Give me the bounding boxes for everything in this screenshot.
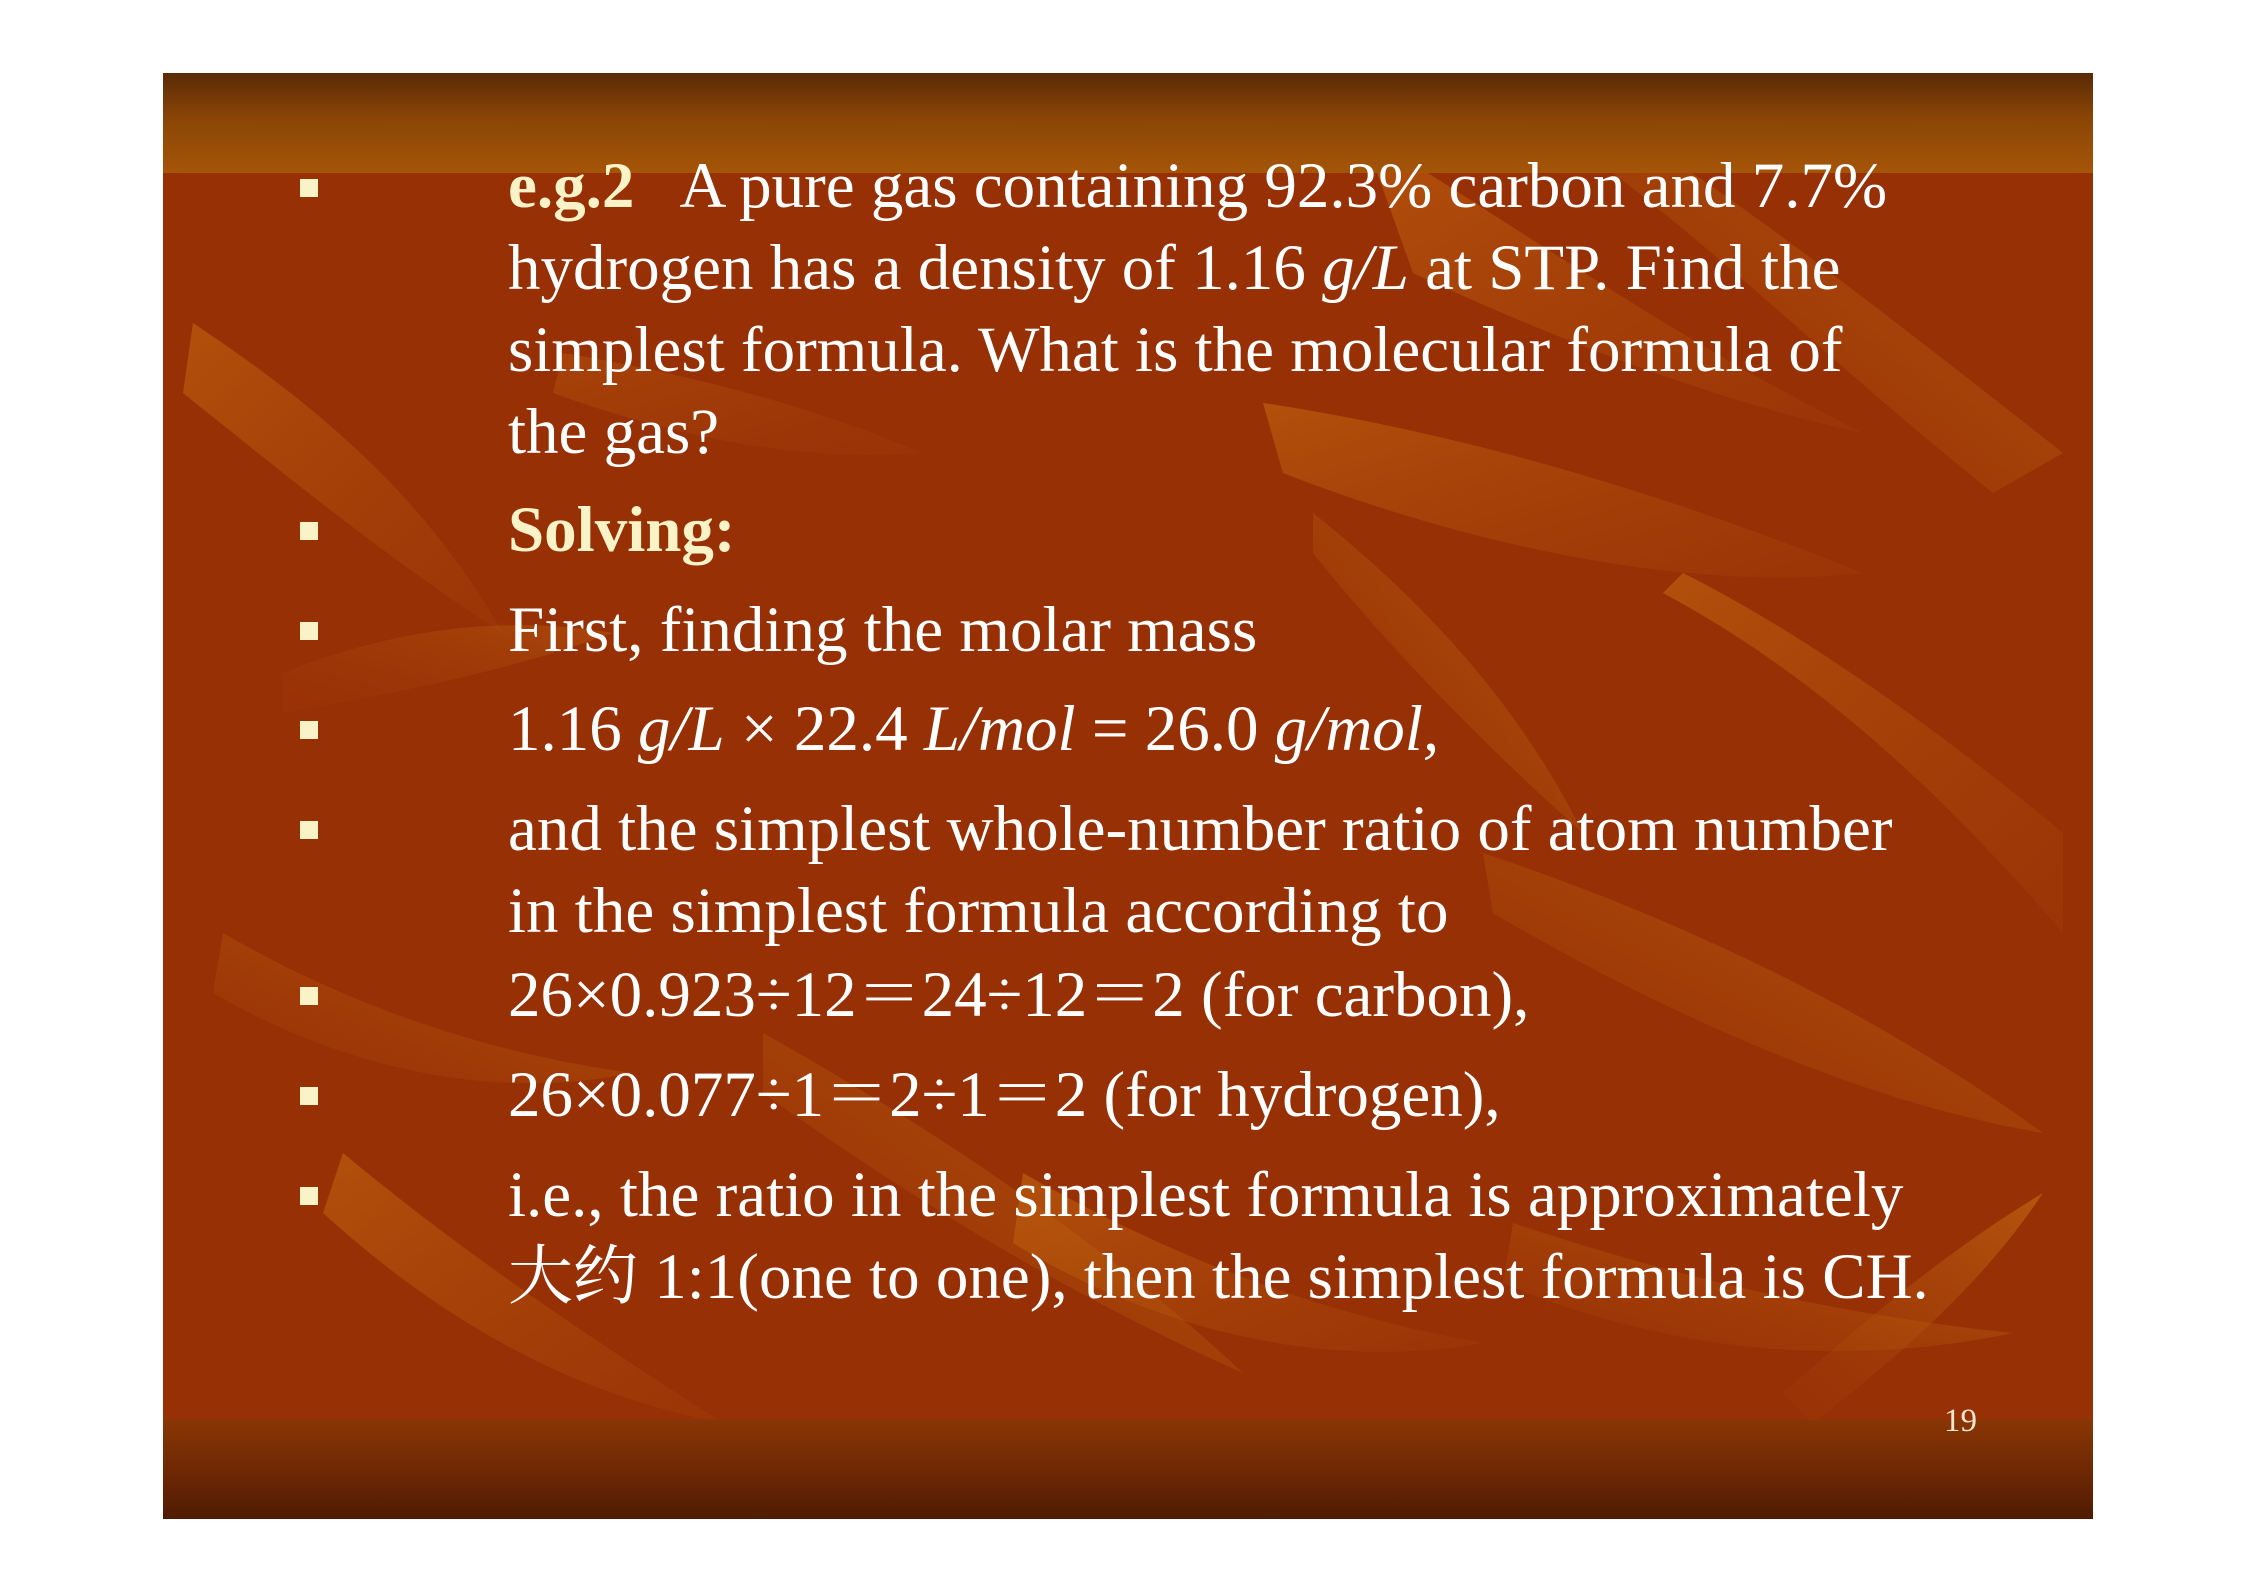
conclusion-line-2: 大约 1:1(one to one), then the simplest formula is CH. [508, 1241, 1929, 1313]
bullet-square-icon [300, 721, 318, 739]
ratio-line-2: in the simplest formula according to [508, 875, 1449, 947]
example-line-1: A pure gas containing 92.3% carbon and 7.7% [679, 150, 1888, 222]
conclusion-text [508, 1154, 2093, 1318]
example-line-4: the gas? [508, 396, 720, 468]
bullet-square-icon [300, 1087, 318, 1105]
slide [163, 73, 2093, 1519]
eq-part-b: g/L [638, 693, 725, 765]
bullet-square-icon [300, 179, 318, 197]
bullet-text [508, 145, 2093, 473]
eq-part-f: g/mol, [1274, 693, 1440, 765]
example-line-2a: hydrogen has a density of 1.16 [508, 232, 1323, 304]
solving-heading: Solving: [508, 494, 736, 566]
example-label: e.g.2 [508, 150, 635, 222]
bullet-square-icon [300, 821, 318, 839]
carbon-calculation: 26×0.923÷12＝24÷12＝2 (for carbon), [508, 959, 1530, 1031]
example-line-2b: g/L [1322, 232, 1409, 304]
molar-mass-equation [508, 688, 2093, 770]
bullet-square-icon [300, 522, 318, 540]
eq-part-c: × 22.4 [724, 693, 924, 765]
conclusion-line-1: i.e., the ratio in the simplest formula is approximately [508, 1159, 1904, 1231]
eq-part-d: L/mol [923, 693, 1076, 765]
bullet-square-icon [300, 1187, 318, 1205]
example-line-3: simplest formula. What is the molecular formula of [508, 314, 1843, 386]
example-line-2c: at STP. Find the [1408, 232, 1841, 304]
eq-part-a: 1.16 [508, 693, 638, 765]
page-number: 19 [1944, 1403, 1977, 1439]
first-step-text: First, finding the molar mass [508, 594, 1258, 666]
bullet-square-icon [300, 987, 318, 1005]
bullet-square-icon [300, 622, 318, 640]
ratio-text [508, 788, 2093, 952]
eq-part-e: = 26.0 [1075, 693, 1275, 765]
ratio-line-1: and the simplest whole-number ratio of atom number [508, 793, 1893, 865]
slide-content [163, 73, 2093, 1519]
hydrogen-calculation: 26×0.077÷1＝2÷1＝2 (for hydrogen), [508, 1059, 1501, 1131]
